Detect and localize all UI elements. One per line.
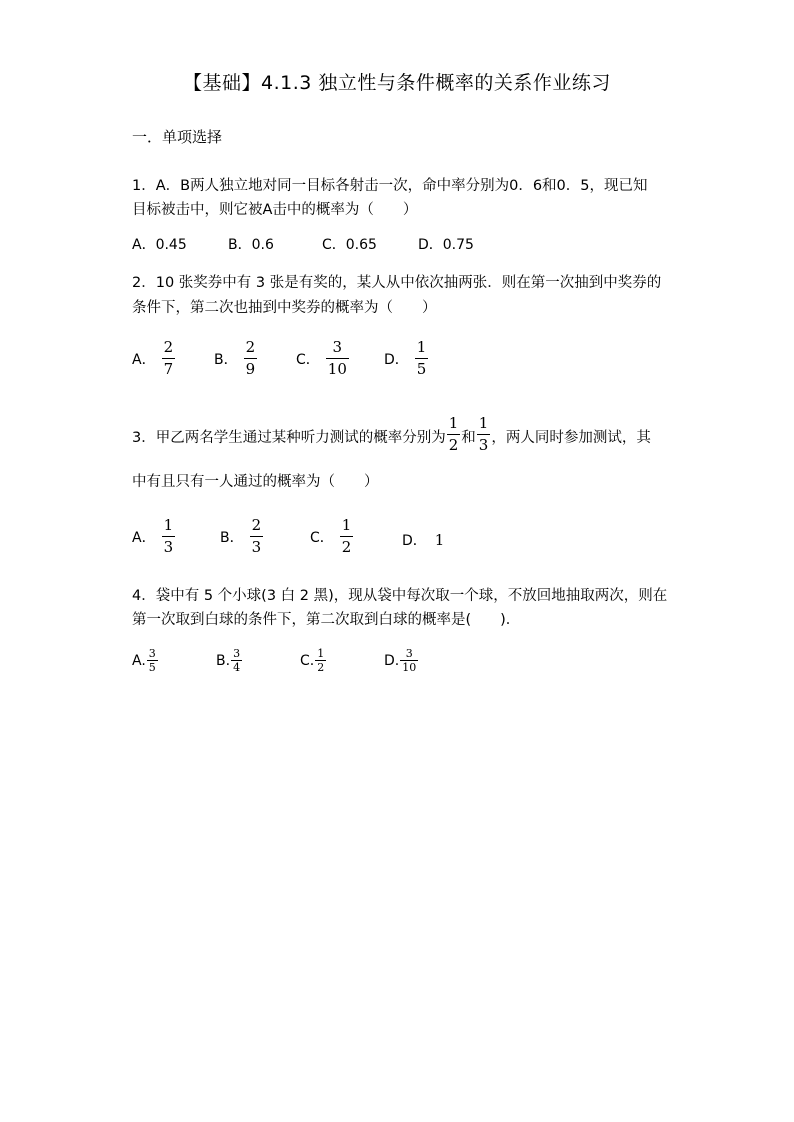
numerator: 2 [163,338,174,356]
q2-option-d-label: D． [384,351,409,368]
q4-option-b[interactable] [216,648,242,673]
q4-text-line2: 第一次取到白球的条件下，第二次取到白球的概率是( )． [132,612,521,628]
q2-text-line2: 条件下，第二次也抽到中奖券的概率为（ ） [132,300,437,316]
q2-option-a-fraction [162,340,176,377]
numerator: 3 [332,338,343,356]
denominator: 2 [448,436,459,454]
q4-option-a-fraction [147,648,158,673]
q4-option-d-fraction [400,648,418,673]
numerator: 1 [341,516,352,534]
numerator: 1 [478,414,489,432]
numerator: 1 [317,647,325,660]
q4-text-line1: 4．袋中有 5 个小球(3 白 2 黑)，现从袋中每次取一个球，不放回地抽取两次，则在 [132,588,668,604]
q1-text-line1: 1．A．B两人独立地对同一目标各射击一次，命中率分别为0．6和0．5，现已知 [132,178,648,194]
q4-option-a[interactable] [132,648,158,673]
q3-option-a-fraction [162,518,176,555]
numerator: 3 [148,647,156,660]
q4-option-c-label: C. [300,652,315,669]
denominator: 3 [478,436,489,454]
q3-option-b-fraction [250,518,264,555]
numerator: 1 [163,516,174,534]
q2-option-c[interactable] [296,340,349,377]
q2-option-b-fraction [244,340,258,377]
q3-mid: 和 [461,430,476,446]
denominator: 5 [416,360,427,378]
q3-text-line1 [132,414,651,455]
q2-option-b[interactable] [214,340,257,377]
q4-option-b-label: B. [216,652,231,669]
q1-text-line2: 目标被击中，则它被A击中的概率为（ ） [132,202,418,218]
q4-option-c-fraction [315,648,326,673]
q4-option-d-label: D. [384,652,400,669]
q4-option-b-fraction [231,648,242,673]
q3-option-b-label: B． [220,529,244,546]
q2-text-line1: 2．10 张奖券中有 3 张是有奖的，某人从中依次抽两张．则在第一次抽到中奖券的 [132,275,662,291]
numerator: 2 [251,516,262,534]
q3-option-c-label: C． [310,529,334,546]
q3-option-c-fraction [340,518,354,555]
q2-option-c-label: C． [296,351,320,368]
q2-option-a[interactable] [132,340,175,377]
q2-option-c-fraction [326,340,349,377]
numerator: 1 [448,414,459,432]
page-title: 【基础】4.1.3 独立性与条件概率的关系作业练习 [183,72,611,94]
q3-prefix: 3．甲乙两名学生通过某种听力测试的概率分别为 [132,430,446,446]
q3-option-d-label: D． [402,533,427,549]
q3-fraction-1 [447,416,461,453]
q3-option-a[interactable] [132,518,175,555]
q3-option-d[interactable] [402,530,444,550]
section-heading: 一．单项选择 [132,128,223,146]
q1-option-b[interactable]: B．0.6 [228,237,274,253]
denominator: 7 [163,360,174,378]
q3-option-a-label: A． [132,529,156,546]
q2-option-a-label: A． [132,351,156,368]
q4-option-c[interactable] [300,648,326,673]
q3-option-b[interactable] [220,518,263,555]
q2-option-d[interactable] [384,340,428,377]
q3-text-line2: 中有且只有一人通过的概率为（ ） [132,474,379,490]
q3-option-c[interactable] [310,518,353,555]
q3-option-d-value: 1 [434,531,445,549]
denominator: 5 [148,661,156,674]
q1-option-c[interactable]: C．0.65 [322,237,377,253]
q4-option-a-label: A. [132,652,146,669]
denominator: 10 [327,360,347,378]
q3-fraction-2 [477,416,491,453]
denominator: 10 [402,661,417,674]
numerator: 3 [233,647,241,660]
q2-option-b-label: B． [214,351,238,368]
denominator: 3 [163,538,174,556]
q3-suffix: ，两人同时参加测试，其 [491,430,651,446]
q4-option-d[interactable] [384,648,418,673]
numerator: 3 [405,647,413,660]
q1-option-d[interactable]: D．0.75 [418,237,474,253]
denominator: 2 [317,661,325,674]
numerator: 2 [245,338,256,356]
denominator: 2 [341,538,352,556]
numerator: 1 [416,338,427,356]
denominator: 4 [233,661,241,674]
denominator: 9 [245,360,256,378]
denominator: 3 [251,538,262,556]
q1-option-a[interactable]: A．0.45 [132,237,187,253]
q2-option-d-fraction [415,340,429,377]
